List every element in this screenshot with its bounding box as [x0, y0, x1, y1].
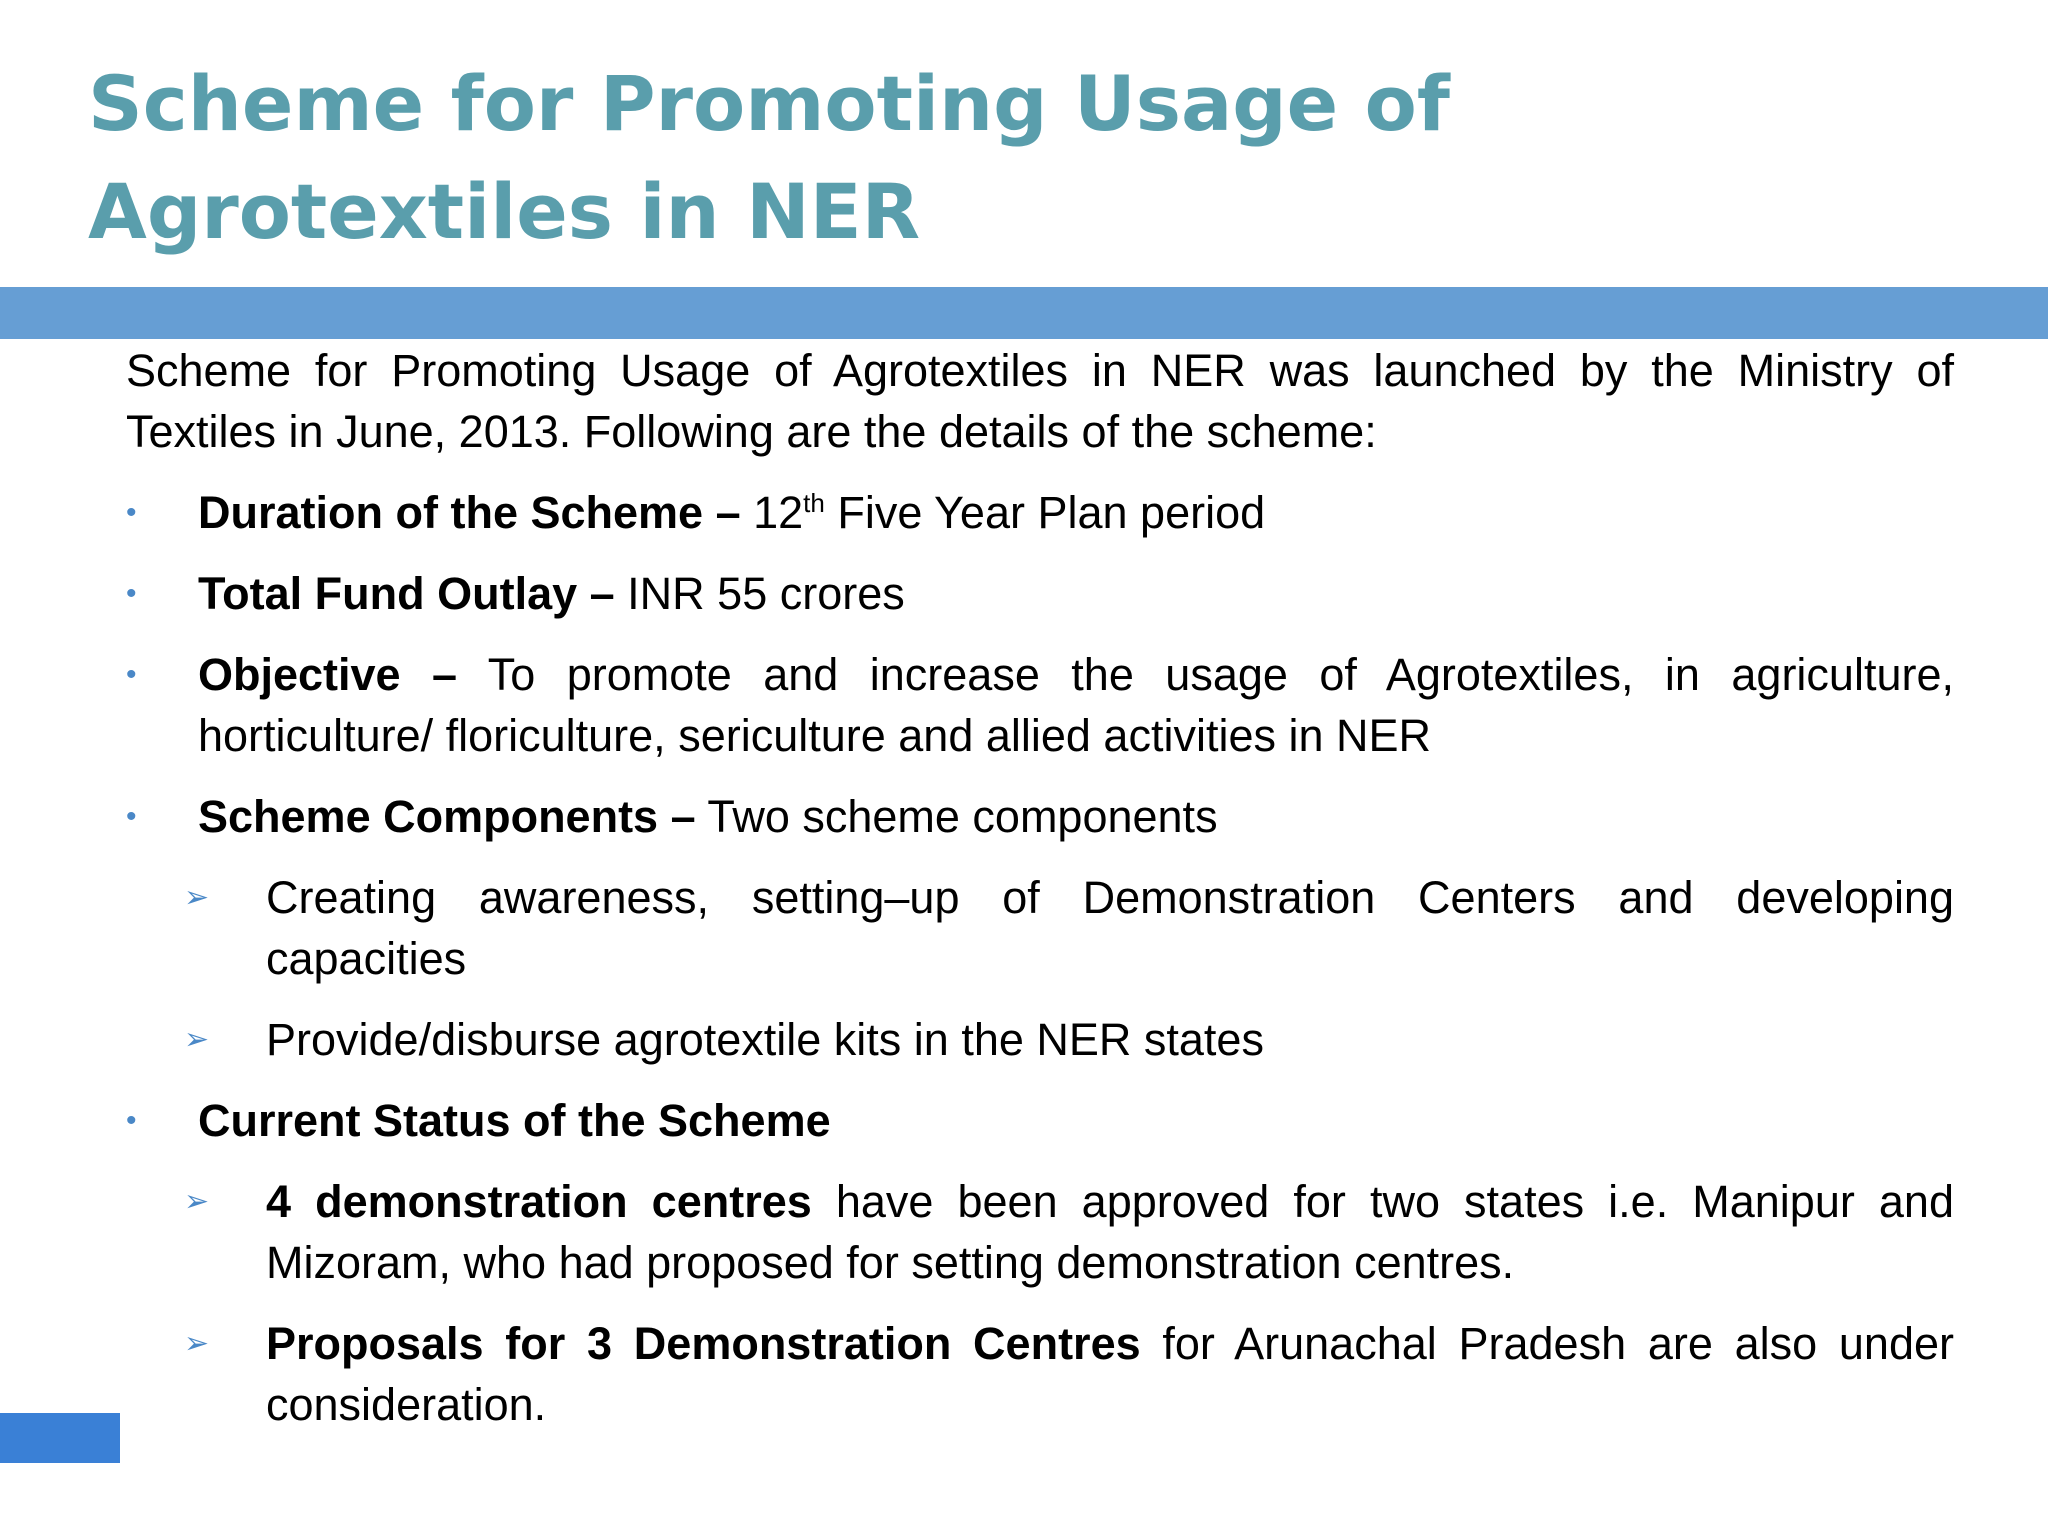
bullet-marker-icon: •	[126, 1104, 137, 1137]
intro-paragraph: Scheme for Promoting Usage of Agrotextiles in NER was launched by the Ministry of Textiles in June, 2013. Following are the details of the scheme:	[126, 345, 1954, 457]
sub-item-kits	[126, 1009, 1954, 1070]
corner-accent	[0, 1413, 120, 1463]
bullet-marker-icon: •	[126, 658, 137, 691]
bullet-marker-icon: •	[126, 496, 137, 529]
objective-text: To promote and increase the usage of Agrotextiles, in agriculture, horticulture/ floriculture, sericulture and allied activities in NER	[198, 649, 1954, 761]
duration-plan: Five Year Plan period	[824, 487, 1266, 538]
status-1-bold: 4 demonstration centres	[266, 1176, 812, 1227]
sub-item-proposals	[126, 1313, 1954, 1435]
bullet-fund	[126, 563, 1954, 624]
duration-suffix: th	[803, 488, 825, 518]
objective-label: Objective –	[198, 649, 458, 700]
bullet-objective	[126, 644, 1954, 766]
bullet-duration	[126, 482, 1954, 543]
title-rule	[0, 287, 2048, 339]
status-label: Current Status of the Scheme	[198, 1095, 831, 1146]
fund-label: Total Fund Outlay –	[198, 568, 615, 619]
component-2-text: Provide/disburse agrotextile kits in the NER states	[266, 1014, 1264, 1065]
arrow-marker-icon: ➢	[184, 881, 210, 914]
components-text: Two scheme components	[695, 791, 1218, 842]
sub-item-demonstration-centres	[126, 1171, 1954, 1293]
slide-body	[126, 340, 1954, 1455]
status-1-text: have been approved for two states i.e. Manipur and Mizoram, who had proposed for setting demonstration centres.	[266, 1176, 1954, 1288]
status-2-text: for Arunachal Pradesh are also under consideration.	[266, 1318, 1954, 1430]
slide-title: Scheme for Promoting Usage of Agrotextiles in NER	[88, 59, 1450, 256]
arrow-marker-icon: ➢	[184, 1023, 210, 1056]
sub-item-awareness	[126, 867, 1954, 989]
arrow-marker-icon: ➢	[184, 1327, 210, 1360]
arrow-marker-icon: ➢	[184, 1185, 210, 1218]
components-label: Scheme Components –	[198, 791, 696, 842]
fund-value: INR 55 crores	[614, 568, 905, 619]
duration-value: 12	[740, 487, 804, 538]
duration-label: Duration of the Scheme –	[198, 487, 741, 538]
component-1-text: Creating awareness, setting–up of Demonstration Centers and developing capacities	[266, 872, 1954, 984]
bullet-status	[126, 1090, 1954, 1151]
status-2-bold: Proposals for 3 Demonstration Centres	[266, 1318, 1141, 1369]
bullet-components	[126, 786, 1954, 847]
bullet-marker-icon: •	[126, 577, 137, 610]
bullet-marker-icon: •	[126, 800, 137, 833]
